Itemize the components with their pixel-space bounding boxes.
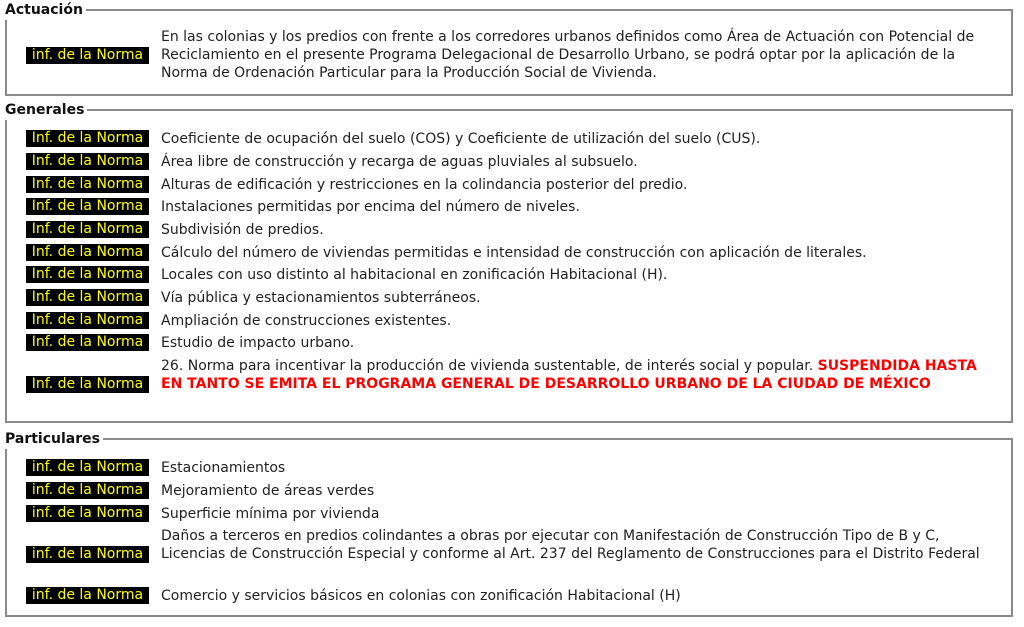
norma-info-link[interactable]: inf. de la Norma — [26, 587, 149, 604]
norma-description: Vía pública y estacionamientos subterráneos. — [161, 290, 481, 306]
list-item — [7, 266, 1011, 284]
norma-info-link[interactable]: inf. de la Norma — [26, 546, 149, 563]
list-item — [7, 153, 1011, 171]
norma-26-text: 26. Norma para incentivar la producción de vivienda sustentable, de interés social y popular. — [161, 358, 814, 374]
list-item — [7, 312, 1011, 330]
list-item — [7, 244, 1011, 262]
list-item — [7, 198, 1011, 216]
norma-info-link[interactable]: Inf. de la Norma — [26, 221, 149, 238]
norma-info-link[interactable]: Inf. de la Norma — [26, 376, 149, 393]
particulares-legend: Particulares — [5, 429, 103, 449]
actuacion-section — [5, 2, 1013, 96]
norma-description: Estudio de impacto urbano. — [161, 335, 355, 351]
norma-info-link[interactable]: Inf. de la Norma — [26, 153, 149, 170]
norma-description: Ampliación de construcciones existentes. — [161, 313, 452, 329]
norma-info-link[interactable]: Inf. de la Norma — [26, 289, 149, 306]
norma-description: Mejoramiento de áreas verdes — [161, 483, 375, 499]
norma-info-link[interactable]: inf. de la Norma — [26, 459, 149, 476]
norma-description: Instalaciones permitidas por encima del número de niveles. — [161, 199, 580, 215]
list-item — [7, 357, 1011, 413]
list-item — [7, 28, 1011, 84]
actuacion-legend: Actuación — [5, 0, 86, 20]
generales-legend: Generales — [5, 100, 87, 120]
list-item — [7, 289, 1011, 307]
list-item — [7, 176, 1011, 194]
norma-info-link[interactable]: Inf. de la Norma — [26, 266, 149, 283]
norma-description: En las colonias y los predios con frente a los corredores urbanos definidos como Área de Actuación con Potencial de Reciclamiento en el presente Programa Delegacional de Desarrollo Urbano, se podrá optar por la aplicación de la Norma de Ordenación Particular para la Producción Social de Vivienda. — [161, 29, 975, 81]
norma-info-link[interactable]: Inf. de la Norma — [26, 334, 149, 351]
norma-info-link[interactable]: inf. de la Norma — [26, 505, 149, 522]
list-item — [7, 587, 1011, 605]
norma-description: Superficie mínima por vivienda — [161, 506, 380, 522]
norma-description: Área libre de construcción y recarga de aguas pluviales al subsuelo. — [161, 154, 638, 170]
norma-info-link[interactable]: Inf. de la Norma — [26, 312, 149, 329]
list-item — [7, 459, 1011, 477]
norma-description: Estacionamientos — [161, 460, 286, 476]
generales-section — [5, 102, 1013, 423]
list-item — [7, 221, 1011, 239]
list-item — [7, 130, 1011, 148]
norma-info-link[interactable]: inf. de la Norma — [26, 47, 149, 64]
norma-description — [161, 357, 1001, 393]
particulares-section — [5, 431, 1013, 617]
norma-description: Locales con uso distinto al habitacional en zonificación Habitacional (H). — [161, 267, 668, 283]
norma-description: Coeficiente de ocupación del suelo (COS) y Coeficiente de utilización del suelo (CUS). — [161, 131, 761, 147]
list-item — [7, 482, 1011, 500]
norma-info-link[interactable]: Inf. de la Norma — [26, 176, 149, 193]
norma-info-link[interactable]: Inf. de la Norma — [26, 130, 149, 147]
norma-info-link[interactable]: Inf. de la Norma — [26, 198, 149, 215]
norma-description: Cálculo del número de viviendas permitidas e intensidad de construcción con aplicación de literales. — [161, 245, 867, 261]
norma-info-link[interactable]: inf. de la Norma — [26, 482, 149, 499]
norma-info-link[interactable]: Inf. de la Norma — [26, 244, 149, 261]
list-item — [7, 334, 1011, 352]
norma-description: Comercio y servicios básicos en colonias con zonificación Habitacional (H) — [161, 588, 681, 604]
list-item — [7, 527, 1011, 583]
list-item — [7, 505, 1011, 523]
norma-description: Subdivisión de predios. — [161, 222, 324, 238]
suspension-notice: SUSPENDIDA HASTA EN TANTO SE EMITA EL PROGRAMA GENERAL DE DESARROLLO URBANO DE LA CIUDAD DE MÉXICO — [161, 358, 977, 392]
norma-description: Alturas de edificación y restricciones en la colindancia posterior del predio. — [161, 177, 688, 193]
norma-description: Daños a terceros en predios colindantes a obras por ejecutar con Manifestación de Construcción Tipo de B y C, Licencias de Construcción Especial y conforme al Art. 237 del Reglamento de Construcciones para el Distrito Federal — [161, 528, 980, 562]
